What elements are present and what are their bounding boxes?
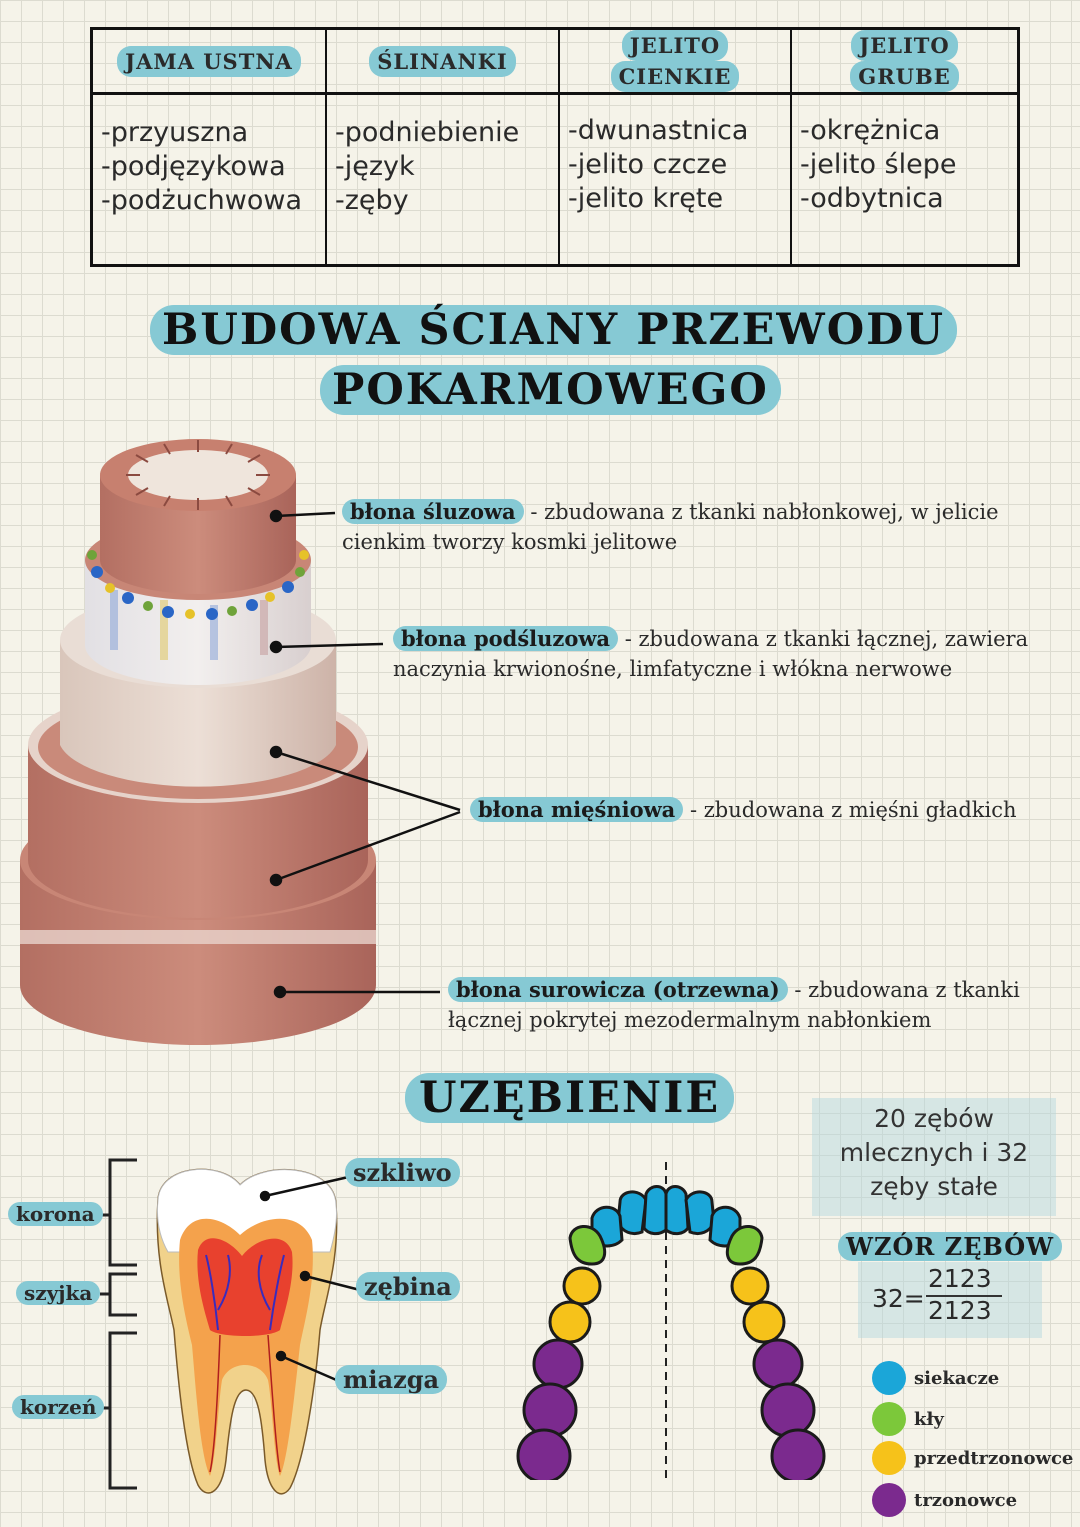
table-column: [93, 30, 325, 264]
label-text: szkliwo: [345, 1158, 460, 1187]
list-item: -jelito ślepe: [800, 149, 957, 180]
table-header-text: JELITO: [851, 30, 957, 61]
section-title: [320, 364, 781, 416]
formula-numerator: 2123: [928, 1264, 992, 1293]
list-item: -przyuszna: [101, 117, 249, 148]
list-item: -zęby: [335, 185, 409, 216]
legend-item-siekacze: [872, 1361, 999, 1395]
legend-swatch: [872, 1402, 906, 1436]
table-header-text: JELITO: [622, 30, 728, 61]
legend-item-trzonowce: [872, 1483, 1017, 1517]
label-text: korzeń: [12, 1395, 104, 1419]
layer-term: błona surowicza (otrzewna): [448, 977, 788, 1002]
layer-description: - zbudowana z tkanki łącznej, zawiera naczynia krwionośne, limfatyczne i włókna nerwowe: [393, 627, 1029, 681]
table-header: [327, 30, 558, 95]
count-note-line: zęby stałe: [870, 1172, 998, 1201]
table-header-text: CIENKIE: [611, 61, 740, 92]
teeth-count-note: [812, 1098, 1056, 1216]
list-item: -podniebienie: [335, 117, 520, 148]
count-note-line: mlecznych i 32: [839, 1138, 1029, 1167]
label-text: szyjka: [16, 1281, 100, 1305]
list-item: -jelito kręte: [568, 183, 724, 214]
table-header-text: JAMA USTNA: [117, 46, 301, 77]
table-column: [790, 30, 1017, 264]
list-item: -okrężnica: [800, 115, 941, 146]
legend-swatch: [872, 1441, 906, 1475]
layer-label-muscle: [470, 795, 1070, 825]
label-zebina: [356, 1272, 460, 1301]
layer-description: - zbudowana z tkanki nabłonkowej, w jelicie cienkim tworzy kosmki jelitowe: [342, 500, 999, 554]
layer-label-serosa: [448, 975, 1073, 1035]
formula-prefix: 32=: [872, 1284, 925, 1313]
dentition-title-text: UZĘBIENIE: [405, 1073, 734, 1123]
formula-title: [838, 1232, 1062, 1261]
label-text: zębina: [356, 1272, 460, 1301]
legend-item-przedtrzonowce: [872, 1441, 1073, 1475]
legend-item-kly: [872, 1402, 944, 1436]
label-miazga: [335, 1365, 447, 1394]
count-note-line: 20 zębów: [874, 1104, 994, 1133]
layer-term: błona mięśniowa: [470, 797, 683, 822]
label-szyjka: [16, 1281, 100, 1305]
organ-table: [90, 27, 1020, 267]
layer-term: błona śluzowa: [342, 499, 524, 524]
layer-description: - zbudowana z tkanki łącznej pokrytej mezodermalnym nabłonkiem: [448, 978, 1020, 1032]
table-header: [792, 30, 1017, 95]
list-item: -język: [335, 151, 415, 182]
dental-arch: [500, 1160, 840, 1480]
label-korzen: [12, 1395, 104, 1419]
table-cell: [568, 114, 748, 216]
table-cell: [101, 116, 302, 218]
table-header: [560, 30, 790, 95]
formula-title-text: WZÓR ZĘBÓW: [838, 1232, 1062, 1261]
list-item: -dwunastnica: [568, 115, 749, 146]
legend-label: siekacze: [914, 1367, 1000, 1389]
layer-label-submucosa: [393, 624, 1078, 684]
layer-description: - zbudowana z mięśni gładkich: [689, 798, 1017, 822]
list-item: -podjęzykowa: [101, 151, 286, 182]
section-title-line: BUDOWA ŚCIANY PRZEWODU: [150, 305, 957, 355]
legend-label: trzonowce: [914, 1489, 1018, 1511]
table-header: [93, 30, 325, 95]
table-header-text: GRUBE: [850, 61, 958, 92]
label-szkliwo: [345, 1158, 460, 1187]
legend-swatch: [872, 1483, 906, 1517]
table-column: [558, 30, 790, 264]
list-item: -jelito czcze: [568, 149, 728, 180]
label-text: korona: [8, 1202, 103, 1226]
formula-denominator: 2123: [928, 1296, 992, 1325]
label-text: miazga: [335, 1365, 447, 1394]
label-korona: [8, 1202, 103, 1226]
legend-label: kły: [914, 1408, 944, 1430]
section-title-line: POKARMOWEGO: [320, 365, 781, 415]
table-column: [325, 30, 558, 264]
list-item: -podżuchwowa: [101, 185, 303, 216]
dentition-title: [405, 1072, 734, 1124]
layer-term: błona podśluzowa: [393, 626, 618, 651]
legend-label: przedtrzonowce: [914, 1447, 1074, 1469]
legend-swatch: [872, 1361, 906, 1395]
layer-label-mucosa: [342, 497, 1062, 557]
table-cell: [335, 116, 519, 218]
list-item: -odbytnica: [800, 183, 944, 214]
teeth-formula: [858, 1262, 1042, 1338]
table-cell: [800, 114, 956, 216]
table-header-text: ŚLINANKI: [369, 46, 516, 77]
section-title: [150, 304, 957, 356]
